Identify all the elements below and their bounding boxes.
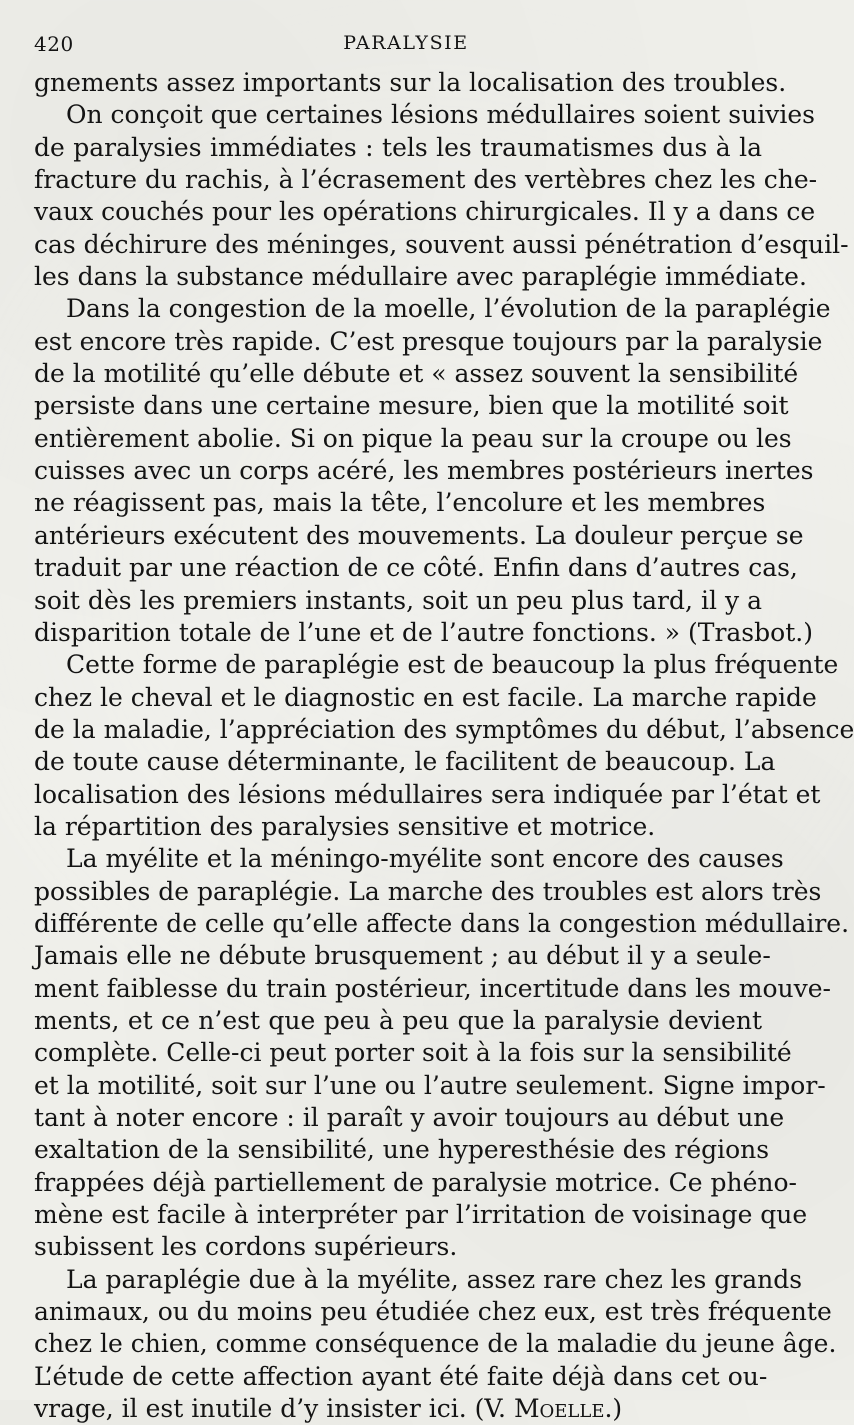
page-number: 420 — [34, 32, 74, 56]
final-line-start: vrage, il est inutile d’y insister ici. (V. — [34, 1394, 514, 1424]
cross-reference: Moelle — [513, 1394, 605, 1424]
text-line: est encore très rapide. C’est presque toujours par la paralysie — [34, 326, 823, 356]
text-line: de la maladie, l’appréciation des symptômes du début, l’absence — [34, 714, 854, 744]
text-line: complète. Celle-ci peut porter soit à la fois sur la sensibilité — [34, 1038, 792, 1068]
text-line: La paraplégie due à la myélite, assez rare chez les grands — [66, 1264, 803, 1294]
text-line: possibles de paraplégie. La marche des troubles est alors très — [34, 876, 822, 906]
text-line: animaux, ou du moins peu étudiée chez eux, est très fréquente — [34, 1297, 832, 1327]
text-line: entièrement abolie. Si on pique la peau sur la croupe ou les — [34, 423, 792, 453]
text-line: et la motilité, soit sur l’une ou l’autre seulement. Signe impor- — [34, 1070, 826, 1100]
running-title: PARALYSIE — [343, 32, 469, 54]
text-line: cas déchirure des méninges, souvent aussi pénétration d’esquil- — [34, 229, 849, 259]
text-line: vaux couchés pour les opérations chirurgicales. Il y a dans ce — [34, 197, 816, 227]
text-line: ment faiblesse du train postérieur, incertitude dans les mouve- — [34, 973, 831, 1003]
text-line: chez le chien, comme conséquence de la maladie du jeune âge. — [34, 1329, 837, 1359]
text-line: chez le cheval et le diagnostic en est facile. La marche rapide — [34, 682, 817, 712]
text-line: traduit par une réaction de ce côté. Enfin dans d’autres cas, — [34, 553, 798, 583]
text-line: Jamais elle ne débute brusquement ; au début il y a seule- — [34, 941, 771, 971]
text-line: subissent les cordons supérieurs. — [34, 1232, 458, 1262]
text-line: disparition totale de l’une et de l’autre fonctions. » (Trasbot.) — [34, 617, 813, 647]
text-line: tant à noter encore : il paraît y avoir toujours au début une — [34, 1103, 785, 1132]
text-line: les dans la substance médullaire avec paraplégie immédiate. — [34, 262, 807, 292]
text-line: soit dès les premiers instants, soit un peu plus tard, il y a — [34, 585, 762, 615]
text-line: de paralysies immédiates : tels les traumatismes dus à la — [34, 132, 762, 162]
text-line: localisation des lésions médullaires sera indiquée par l’état et — [34, 779, 821, 809]
text-line: exaltation de la sensibilité, une hyperesthésie des régions — [34, 1135, 770, 1165]
text-line: antérieurs exécutent des mouvements. La douleur perçue se — [34, 520, 804, 550]
final-text-line — [34, 1393, 762, 1425]
text-line: ne réagissent pas, mais la tête, l’encolure et les membres — [34, 488, 766, 518]
text-line: mène est facile à interpréter par l’irritation de voisinage que — [34, 1200, 808, 1230]
text-line: ments, et ce n’est que peu à peu que la paralysie devient — [34, 1005, 762, 1035]
text-line: de la motilité qu’elle débute et « assez souvent la sensibilité — [34, 359, 799, 389]
text-line: la répartition des paralysies sensitive et motrice. — [34, 811, 656, 841]
text-line: Cette forme de paraplégie est de beaucoup la plus fréquente — [66, 650, 839, 680]
text-line: frappées déjà partiellement de paralysie motrice. Ce phéno- — [34, 1167, 797, 1197]
text-line: L’étude de cette affection ayant été faite déjà dans cet ou- — [34, 1361, 768, 1391]
text-line: La myélite et la méningo-myélite sont encore des causes — [66, 844, 784, 874]
page-header — [34, 30, 778, 66]
final-line-end: .) — [604, 1394, 623, 1424]
body-text — [34, 67, 854, 1425]
text-line: fracture du rachis, à l’écrasement des vertèbres chez les che- — [34, 165, 818, 195]
text-line: persiste dans une certaine mesure, bien que la motilité soit — [34, 391, 789, 421]
text-line: cuisses avec un corps acéré, les membres postérieurs inertes — [34, 456, 814, 486]
text-line: On conçoit que certaines lésions médullaires soient suivies — [66, 100, 815, 130]
text-line: Dans la congestion de la moelle, l’évolution de la paraplégie — [66, 294, 831, 324]
text-line: gnements assez importants sur la localisation des troubles. — [34, 68, 787, 97]
text-line: différente de celle qu’elle affecte dans la congestion médullaire. — [34, 908, 850, 938]
text-line: de toute cause déterminante, le facilitent de beaucoup. La — [34, 747, 776, 777]
